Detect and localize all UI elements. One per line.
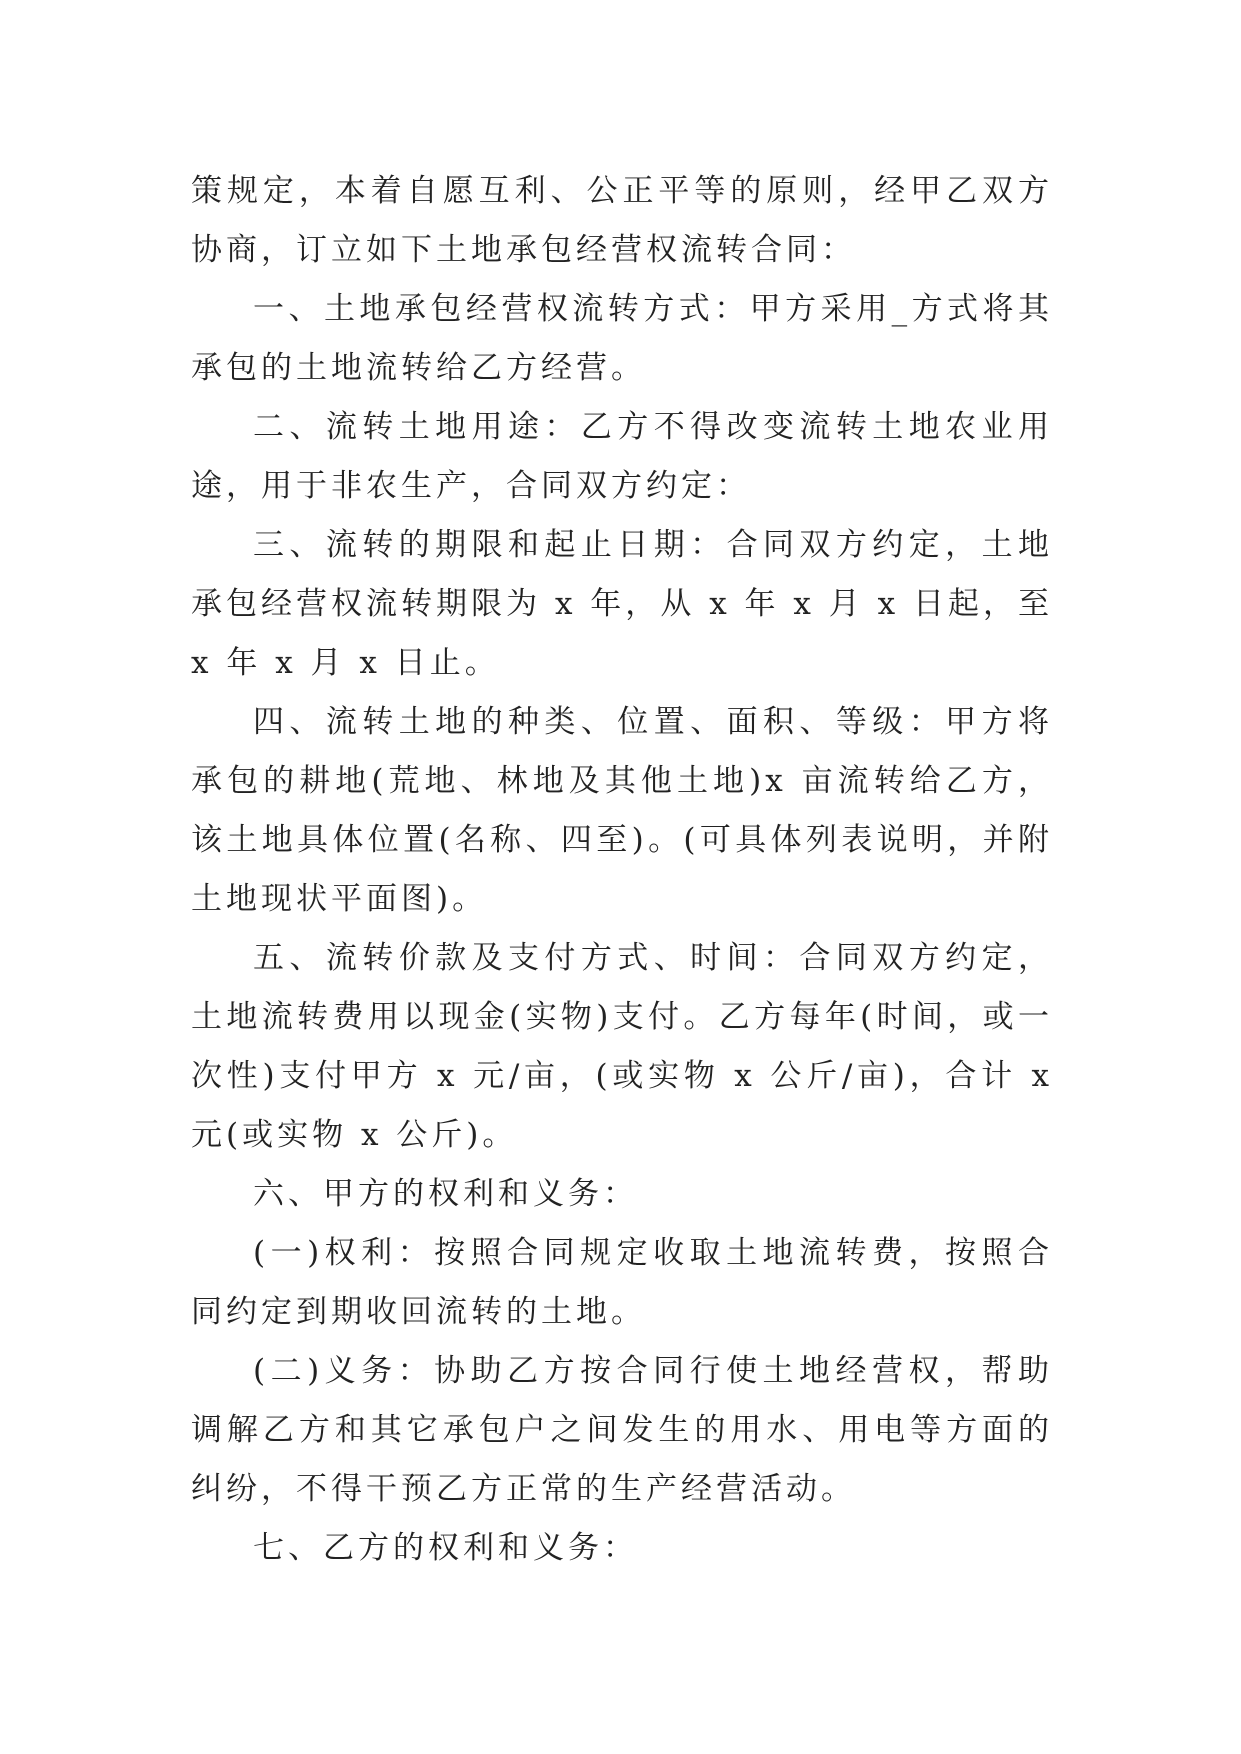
paragraph-term-dates: 三、流转的期限和起止日期：合同双方约定，土地承包经营权流转期限为 x 年，从 x 年 x 月 x 日起，至 x 年 x 月 x 日止。 [191, 527, 1053, 681]
paragraph-land-use: 二、流转土地用途：乙方不得改变流转土地农业用途，用于非农生产，合同双方约定： [191, 409, 1053, 504]
document-body [191, 162, 1053, 1578]
paragraph-party-b-heading: 七、乙方的权利和义务： [253, 1530, 638, 1566]
paragraph-continuation: 策规定，本着自愿互利、公正平等的原则，经甲乙双方协商，订立如下土地承包经营权流转合同： [191, 173, 1053, 268]
paragraph-party-a-heading: 六、甲方的权利和义务： [253, 1176, 638, 1212]
paragraph-party-a-duties: (二)义务：协助乙方按合同行使土地经营权，帮助调解乙方和其它承包户之间发生的用水、用电等方面的纠纷，不得干预乙方正常的生产经营活动。 [191, 1353, 1053, 1507]
paragraph-price-payment: 五、流转价款及支付方式、时间：合同双方约定，土地流转费用以现金(实物)支付。乙方每年(时间，或一次性)支付甲方 x 元/亩，(或实物 x 公斤/亩)，合计 x 元(或实物 x 公斤)。 [191, 940, 1053, 1153]
paragraph-transfer-method: 一、土地承包经营权流转方式：甲方采用_方式将其承包的土地流转给乙方经营。 [191, 291, 1053, 386]
paragraph-land-details: 四、流转土地的种类、位置、面积、等级：甲方将承包的耕地(荒地、林地及其他土地)x 亩流转给乙方，该土地具体位置(名称、四至)。(可具体列表说明，并附土地现状平面图)。 [191, 704, 1053, 917]
paragraph-party-a-rights: (一)权利：按照合同规定收取土地流转费，按照合同约定到期收回流转的土地。 [191, 1235, 1053, 1330]
